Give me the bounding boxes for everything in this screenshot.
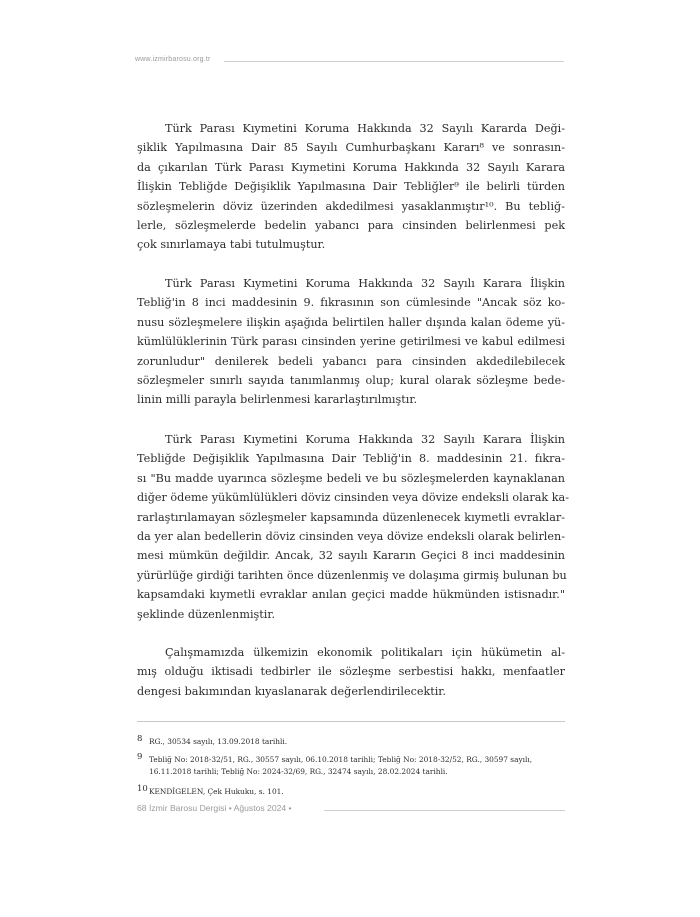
paragraph-line: şiklik Yapılmasına Dair 85 Sayılı Cumhurbaşkanı Kararı⁸ ve sonrasın-	[137, 141, 565, 155]
paragraph-line: Çalışmamızda ülkemizin ekonomik politikaları için hükümetin al-	[165, 646, 565, 659]
footnote-divider	[137, 721, 565, 722]
paragraph-line: Tebliğde Değişiklik Yapılmasına Dair Tebliğ'in 8. maddesinin 21. fıkra-	[137, 452, 565, 466]
page-footer: 68 İzmir Barosu Dergisi • Ağustos 2024 •	[137, 803, 292, 813]
paragraph-line: da çıkarılan Türk Parası Kıymetini Koruma Hakkında 32 Sayılı Karara	[137, 160, 565, 174]
paragraph-line: sözleşmelerin döviz üzerinden akdedilmesi yasaklanmıştır¹⁰. Bu tebliğ-	[137, 199, 565, 213]
footnote-10	[137, 786, 565, 798]
paragraph-4	[137, 643, 565, 701]
paragraph-2	[137, 274, 565, 410]
paragraph-line: mesi mümkün değildir. Ancak, 32 sayılı Kararın Geçici 8 inci maddesinin	[137, 549, 565, 563]
paragraph-line: Türk Parası Kıymetini Koruma Hakkında 32 Sayılı Karara İlişkin	[165, 277, 565, 290]
footnote-9	[137, 754, 565, 778]
paragraph-line: İlişkin Tebliğde Değişiklik Yapılmasına Dair Tebliğler⁹ ile belirli türden	[137, 180, 565, 194]
paragraph-line: lerle, sözleşmelerde bedelin yabancı para cinsinden belirlenmesi pek	[137, 219, 565, 233]
paragraph-line: Tebliğ'in 8 inci maddesinin 9. fıkrasının son cümlesinde "Ancak söz ko-	[137, 296, 565, 310]
paragraph-line: sı "Bu madde uyarınca sözleşme bedeli ve bu sözleşmelerden kaynaklanan	[137, 471, 565, 485]
footnote-number: 10	[137, 784, 148, 794]
footnote-text: KENDİGELEN, Çek Hukuku, s. 101.	[149, 787, 284, 796]
footnote-8	[137, 736, 565, 748]
paragraph-line: Türk Parası Kıymetini Koruma Hakkında 32 Sayılı Karara İlişkin	[165, 433, 565, 446]
paragraph-line: şeklinde düzenlenmiştir.	[137, 607, 276, 621]
paragraph-1	[137, 119, 565, 255]
paragraph-line: zorunludur" denilerek bedeli yabancı para cinsinden akdedilebilecek	[137, 354, 565, 368]
paragraph-line: yürürlüğe girdiği tarihten önce düzenlenmiş ve dolaşıma girmiş bulunan bu	[137, 568, 567, 582]
paragraph-3	[137, 430, 569, 624]
footnote-text: Tebliğ No: 2018-32/51, RG., 30557 sayılı, 06.10.2018 tarihli; Tebliğ No: 2018-32/52, RG., 30597 sayılı,	[149, 755, 533, 764]
footnote-number: 9	[137, 752, 143, 762]
footnote-text: RG., 30534 sayılı, 13.09.2018 tarihli.	[149, 737, 288, 746]
header-divider	[224, 61, 564, 62]
paragraph-line: dengesi bakımından kıyaslanarak değerlendirilecektir.	[137, 684, 446, 698]
paragraph-line: da yer alan bedellerin döviz cinsinden veya dövize endeksli olarak belirlen-	[137, 530, 565, 544]
footnote-text: 16.11.2018 tarihli; Tebliğ No: 2024-32/69, RG., 32474 sayılı, 28.02.2024 tarihli.	[149, 767, 448, 776]
paragraph-line: Türk Parası Kıymetini Koruma Hakkında 32 Sayılı Kararda Deği-	[165, 122, 565, 135]
paragraph-line: rarlaştırılamayan sözleşmeler kapsamında düzenlenecek kıymetli evraklar-	[137, 510, 565, 524]
footer-divider	[324, 810, 565, 811]
paragraph-line: kümlülüklerinin Türk parası cinsinden yerine getirilmesi ve kabul edilmesi	[137, 335, 565, 349]
paragraph-line: diğer ödeme yükümlülükleri döviz cinsinden veya dövize endeksli olarak ka-	[137, 491, 569, 505]
footnote-number: 8	[137, 734, 143, 744]
header-url[interactable]: www.izmirbarosu.org.tr	[135, 56, 211, 63]
paragraph-line: çok sınırlamaya tabi tutulmuştur.	[137, 238, 326, 252]
paragraph-line: nusu sözleşmelere ilişkin aşağıda belirtilen haller dışında kalan ödeme yü-	[137, 315, 565, 329]
paragraph-line: kapsamdaki kıymetli evraklar anılan geçici madde hükmünden istisnadır."	[137, 588, 565, 602]
paragraph-line: sözleşmeler sınırlı sayıda tanımlanmış olup; kural olarak sözleşme bede-	[137, 374, 565, 388]
paragraph-line: mış olduğu iktisadi tedbirler ile sözleşme serbestisi hakkı, menfaatler	[137, 665, 565, 679]
paragraph-line: linin milli parayla belirlenmesi kararlaştırılmıştır.	[137, 393, 418, 407]
